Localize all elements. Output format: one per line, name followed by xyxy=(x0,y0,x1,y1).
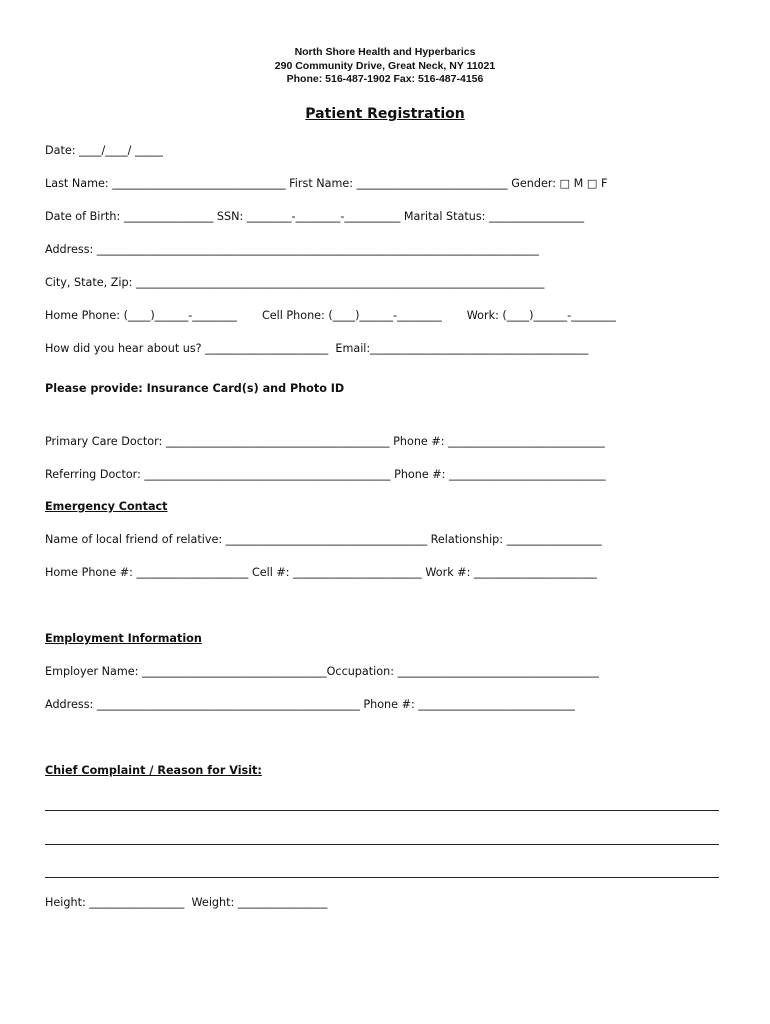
relationship-field[interactable]: Relationship: _________________ xyxy=(430,533,602,546)
dob-ssn-marital-row xyxy=(45,209,584,225)
last-name-field[interactable]: Last Name: _______________________________ xyxy=(45,177,286,190)
practice-name: North Shore Health and Hyperbarics xyxy=(294,46,476,58)
referring-phone-field[interactable]: Phone #: ____________________________ xyxy=(394,468,606,481)
complaint-line-2[interactable] xyxy=(45,832,719,848)
referring-doctor-field[interactable]: Referring Doctor: ____________________________________________ xyxy=(45,468,391,481)
marital-status-field[interactable]: Marital Status: _________________ xyxy=(403,210,585,223)
employment-heading: Employment Information xyxy=(45,632,202,645)
practice-phone-fax: Phone: 516-487-1902 Fax: 516-487-4156 xyxy=(286,73,484,85)
emergency-relative-row xyxy=(45,532,602,548)
emergency-work-field[interactable]: Work #: ______________________ xyxy=(425,566,597,579)
city-state-zip-field[interactable]: City, State, Zip: _________________________________________________________________________ xyxy=(45,276,545,289)
address-field[interactable]: Address: _______________________________________________________________________________ xyxy=(45,243,539,256)
date-field[interactable]: Date: ____/____/ _____ xyxy=(45,144,163,157)
complaint-line-3[interactable] xyxy=(45,865,719,881)
employer-address-field[interactable]: Address: _______________________________________________ xyxy=(45,698,360,711)
emergency-heading: Emergency Contact xyxy=(45,500,168,513)
dob-field[interactable]: Date of Birth: ________________ xyxy=(45,210,214,223)
relative-name-field[interactable]: Name of local friend of relative: ____________________________________ xyxy=(45,533,428,546)
employer-row xyxy=(45,664,599,680)
complaint-heading: Chief Complaint / Reason for Visit: xyxy=(45,764,262,777)
referring-doctor-row xyxy=(45,467,606,483)
employer-address-row xyxy=(45,697,575,713)
employer-phone-field[interactable]: Phone #: ____________________________ xyxy=(363,698,575,711)
primary-care-phone-field[interactable]: Phone #: ____________________________ xyxy=(393,435,605,448)
primary-care-field[interactable]: Primary Care Doctor: ________________________________________ xyxy=(45,435,390,448)
emergency-home-phone-field[interactable]: Home Phone #: ____________________ xyxy=(45,566,249,579)
work-phone-field[interactable]: Work: (____)______-________ xyxy=(466,309,616,322)
referral-email-row xyxy=(45,341,588,357)
insurance-note: Please provide: Insurance Card(s) and Photo ID xyxy=(45,382,345,395)
home-phone-field[interactable]: Home Phone: (____)______-________ xyxy=(45,309,238,322)
page-title: Patient Registration xyxy=(305,106,465,122)
first-name-field[interactable]: First Name: ___________________________ xyxy=(289,177,508,190)
practice-address: 290 Community Drive, Great Neck, NY 11021 xyxy=(274,60,496,72)
ssn-field[interactable]: SSN: ________-________-__________ xyxy=(216,210,401,223)
measurements-row xyxy=(45,895,327,911)
name-gender-row xyxy=(45,176,607,192)
employer-name-field[interactable]: Employer Name: _________________________________ xyxy=(45,665,327,678)
hear-about-field[interactable]: How did you hear about us? ______________________ xyxy=(45,342,329,355)
emergency-cell-field[interactable]: Cell #: _______________________ xyxy=(251,566,422,579)
emergency-phones-row xyxy=(45,565,597,581)
cell-phone-field[interactable]: Cell Phone: (____)______-________ xyxy=(261,309,442,322)
phones-row xyxy=(45,308,616,324)
gender-field[interactable]: Gender: □ M □ F xyxy=(511,177,608,190)
email-field[interactable]: Email:_______________________________________ xyxy=(335,342,589,355)
complaint-line-1[interactable] xyxy=(45,798,719,814)
weight-field[interactable]: Weight: ________________ xyxy=(191,896,328,909)
occupation-field[interactable]: Occupation: ____________________________________ xyxy=(326,665,599,678)
primary-care-row xyxy=(45,434,605,450)
height-field[interactable]: Height: _________________ xyxy=(45,896,185,909)
